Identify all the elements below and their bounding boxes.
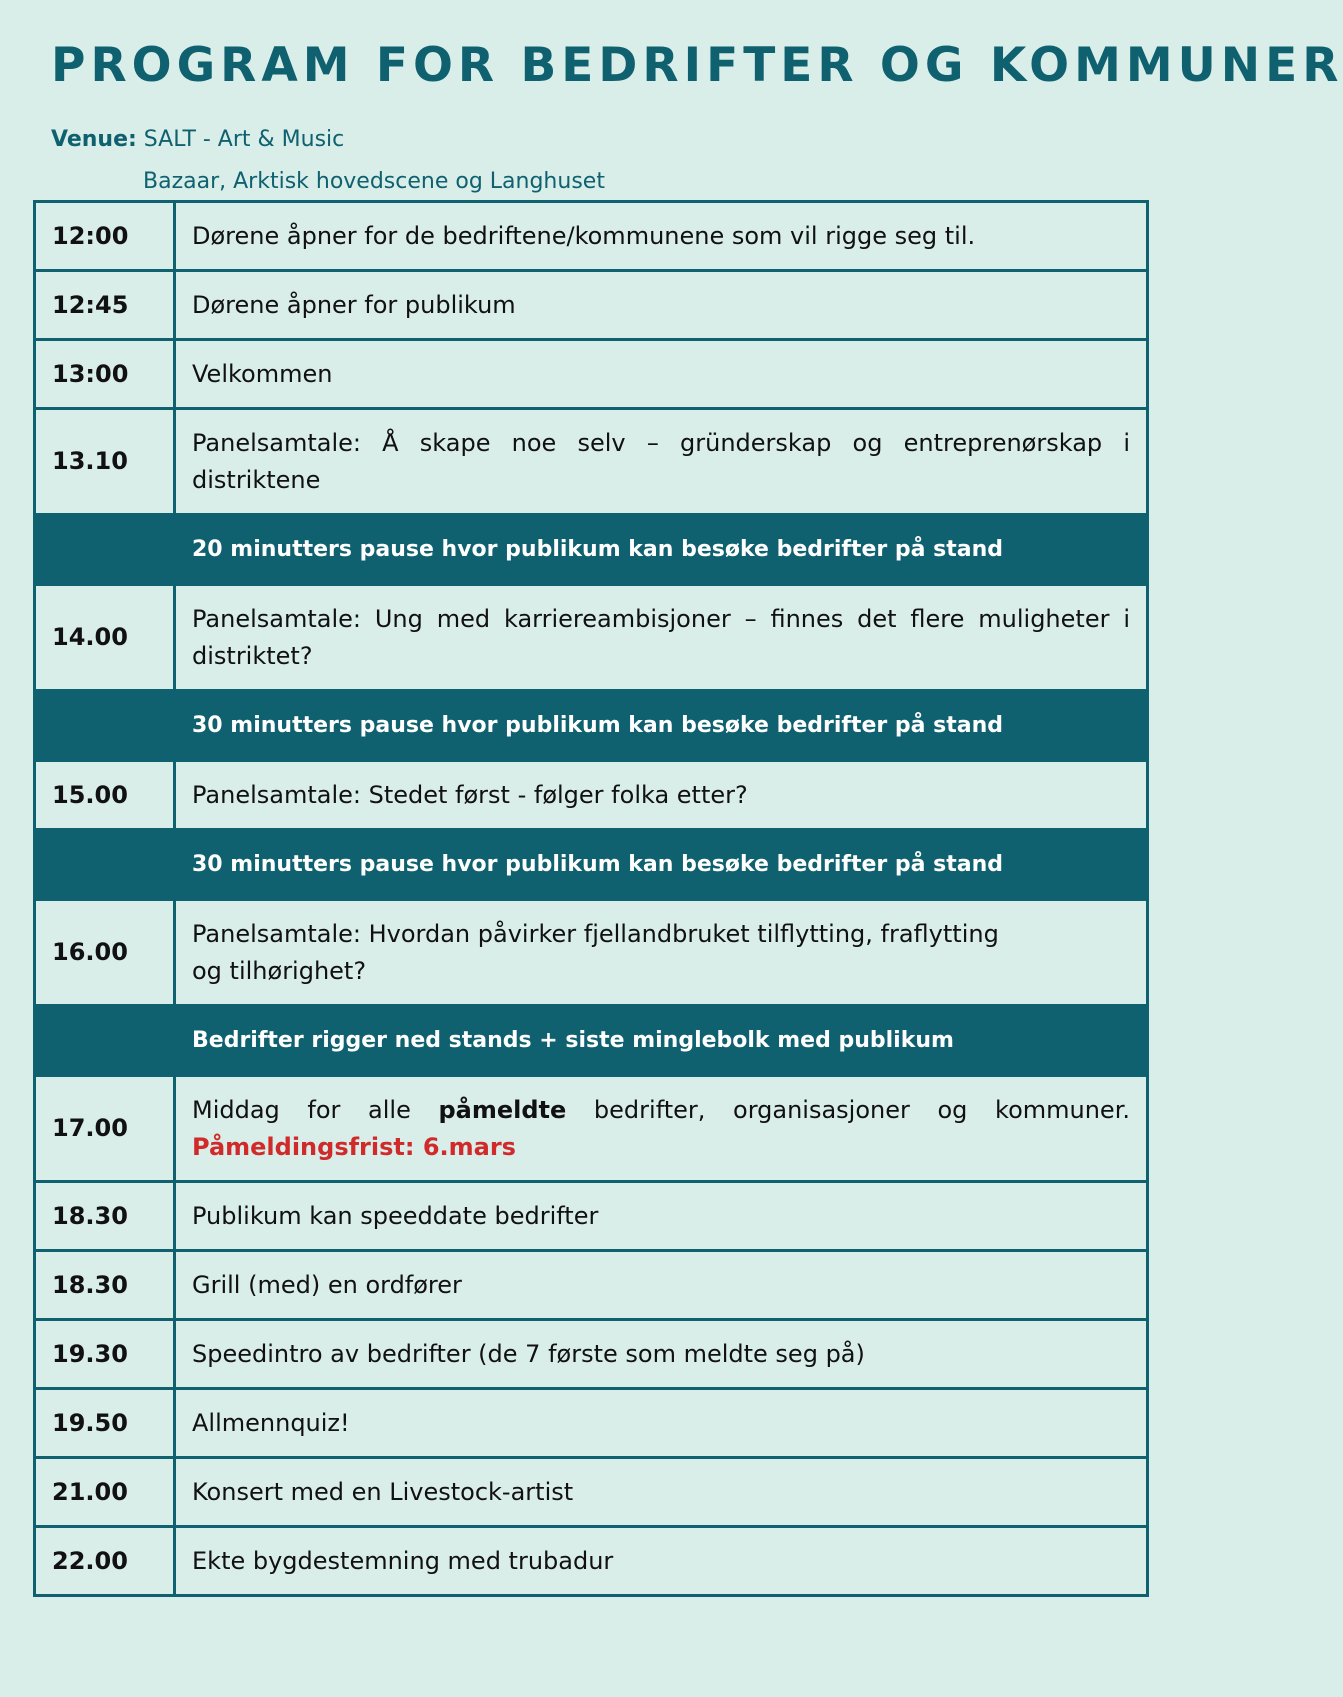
schedule-time: 18.30 [35, 1251, 175, 1320]
schedule-time: 21.00 [35, 1458, 175, 1527]
schedule-row [35, 1076, 1148, 1182]
dinner-text-bold: påmeldte [438, 1095, 567, 1124]
page-title: PROGRAM FOR BEDRIFTER OG KOMMUNER [51, 38, 1343, 93]
pause-row [35, 515, 1148, 585]
schedule-time: 15.00 [35, 761, 175, 830]
schedule-description [175, 1076, 1148, 1182]
schedule-description [175, 900, 1148, 1006]
pause-spacer [35, 830, 175, 900]
venue-label: Venue: [51, 127, 137, 152]
schedule-row [35, 340, 1148, 409]
pause-spacer [35, 1006, 175, 1076]
dinner-text-a: Middag for alle [192, 1095, 411, 1124]
schedule-time: 13.10 [35, 409, 175, 515]
schedule-description: Dørene åpner for publikum [175, 271, 1148, 340]
description-line1: Panelsamtale: Hvordan påvirker fjellandbruket tilflytting, fraflytting [192, 919, 999, 948]
schedule-description: Speedintro av bedrifter (de 7 første som meldte seg på) [175, 1320, 1148, 1389]
dinner-text-b: bedrifter, organisasjoner og kommuner. [593, 1095, 1130, 1124]
schedule-row [35, 585, 1148, 691]
schedule-time: 18.30 [35, 1182, 175, 1251]
schedule-row [35, 900, 1148, 1006]
schedule-row [35, 1320, 1148, 1389]
schedule-time: 12:00 [35, 202, 175, 271]
schedule-row [35, 1527, 1148, 1596]
pause-text: 20 minutters pause hvor publikum kan besøke bedrifter på stand [175, 515, 1148, 585]
pause-spacer [35, 515, 175, 585]
schedule-description: Dørene åpner for de bedriftene/kommunene som vil rigge seg til. [175, 202, 1148, 271]
pause-row [35, 691, 1148, 761]
pause-text: 30 minutters pause hvor publikum kan besøke bedrifter på stand [175, 830, 1148, 900]
schedule-time: 16.00 [35, 900, 175, 1006]
schedule-table [33, 200, 1149, 1597]
schedule-description: Panelsamtale: Å skape noe selv – gründerskap og entreprenørskap i distriktene [175, 409, 1148, 515]
schedule-time: 13:00 [35, 340, 175, 409]
schedule-row [35, 202, 1148, 271]
schedule-time: 19.50 [35, 1389, 175, 1458]
pause-text: 30 minutters pause hvor publikum kan besøke bedrifter på stand [175, 691, 1148, 761]
registration-deadline: Påmeldingsfrist: 6.mars [192, 1132, 516, 1161]
pause-row [35, 830, 1148, 900]
pause-text: Bedrifter rigger ned stands + siste minglebolk med publikum [175, 1006, 1148, 1076]
schedule-row [35, 1389, 1148, 1458]
schedule-row [35, 1458, 1148, 1527]
schedule-time: 19.30 [35, 1320, 175, 1389]
venue-info [51, 119, 605, 203]
schedule-description: Publikum kan speeddate bedrifter [175, 1182, 1148, 1251]
schedule-description: Panelsamtale: Ung med karriereambisjoner – finnes det flere muligheter i distriktet? [175, 585, 1148, 691]
venue-line2: Bazaar, Arktisk hovedscene og Langhuset [143, 169, 605, 194]
venue-line1: SALT - Art & Music [143, 127, 345, 152]
schedule-description: Allmennquiz! [175, 1389, 1148, 1458]
schedule-description: Ekte bygdestemning med trubadur [175, 1527, 1148, 1596]
schedule-time: 22.00 [35, 1527, 175, 1596]
schedule-time: 12:45 [35, 271, 175, 340]
description-line2: og tilhørighet? [192, 956, 367, 985]
pause-row [35, 1006, 1148, 1076]
schedule-description: Grill (med) en ordfører [175, 1251, 1148, 1320]
schedule-row [35, 761, 1148, 830]
schedule-time: 14.00 [35, 585, 175, 691]
schedule-description: Velkommen [175, 340, 1148, 409]
schedule-row [35, 271, 1148, 340]
schedule-description: Konsert med en Livestock-artist [175, 1458, 1148, 1527]
pause-spacer [35, 691, 175, 761]
schedule-time: 17.00 [35, 1076, 175, 1182]
schedule-row [35, 1182, 1148, 1251]
schedule-description: Panelsamtale: Stedet først - følger folka etter? [175, 761, 1148, 830]
schedule-row [35, 409, 1148, 515]
schedule-row [35, 1251, 1148, 1320]
